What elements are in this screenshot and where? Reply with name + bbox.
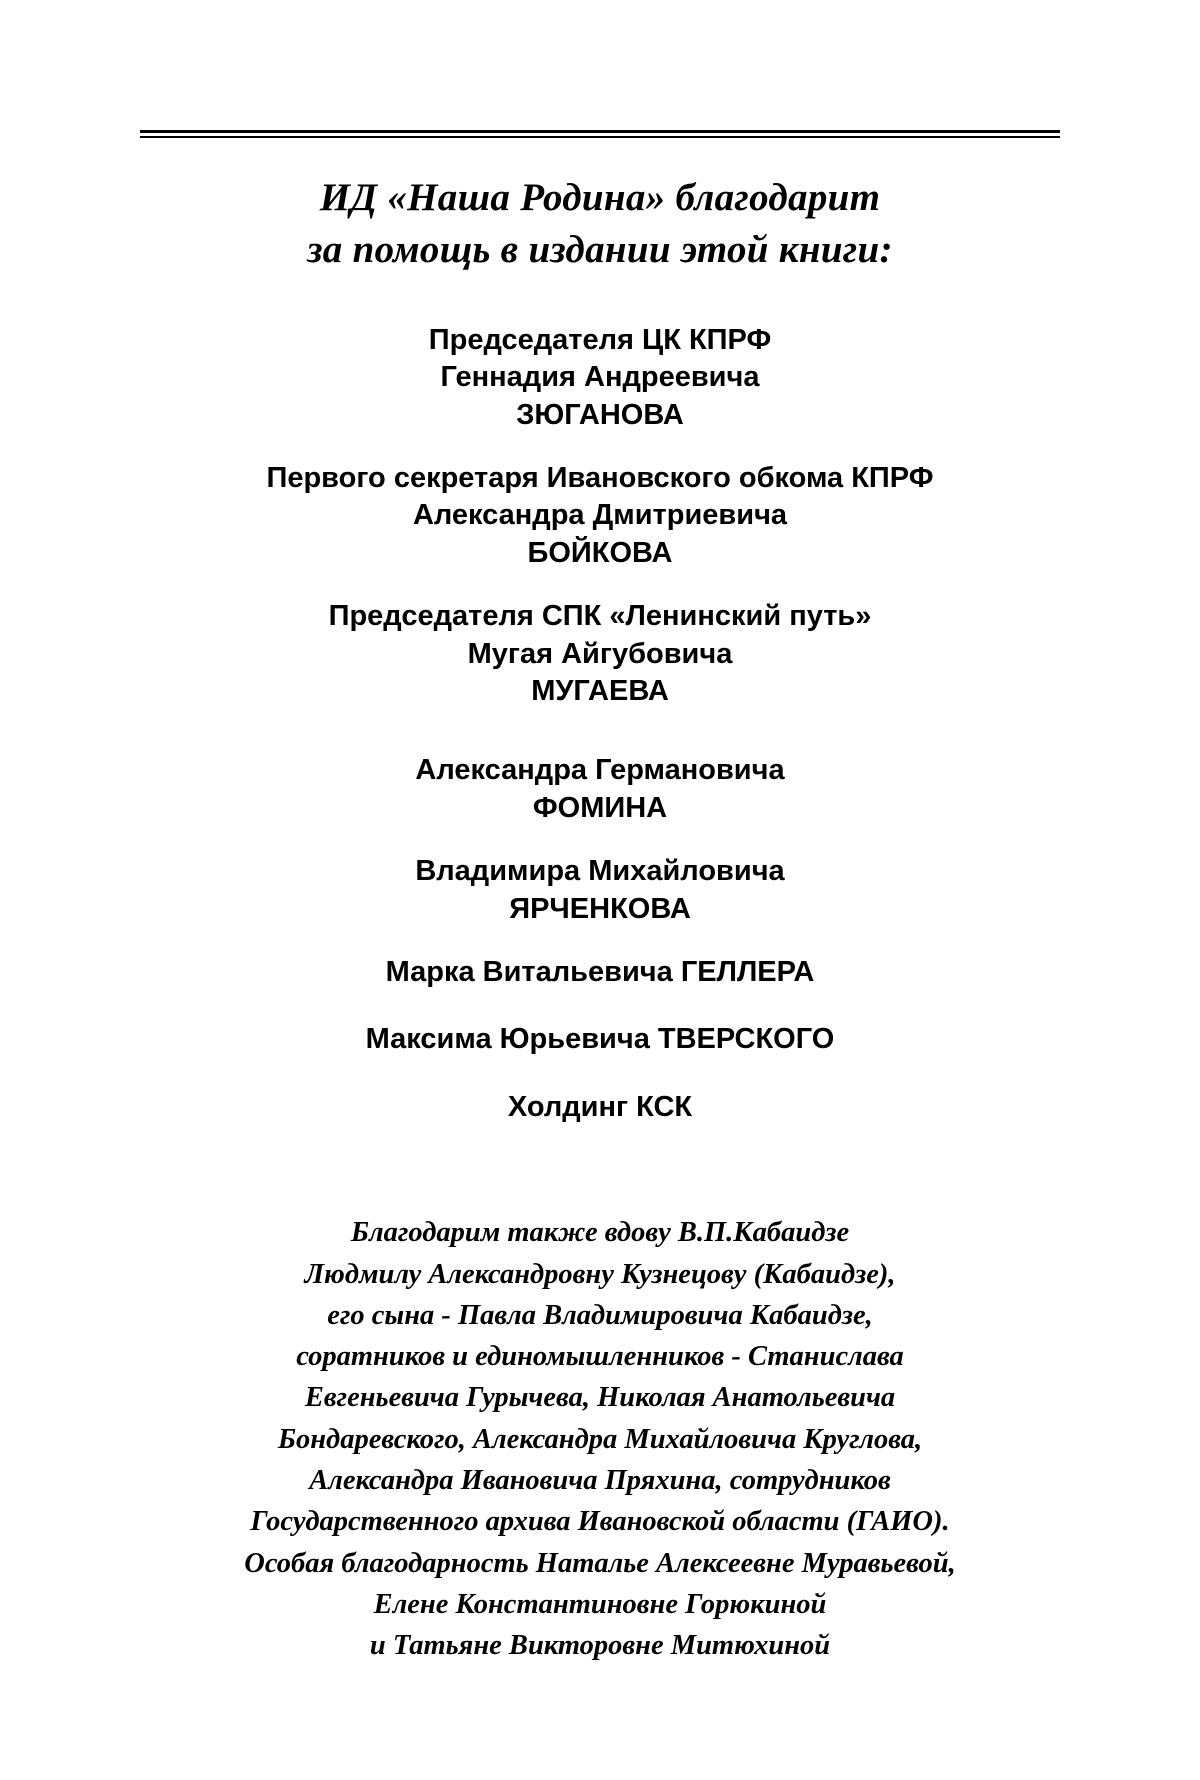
footer-line: и Татьяне Викторовне Митюхиной (369, 1630, 831, 1662)
acknowledgement-group-yarchenkov (140, 853, 1060, 928)
footer-line: Евгеньевича Гурычева, Николая Анатольевича (304, 1382, 896, 1414)
acknowledgement-line: Геннадия Андреевича (440, 361, 760, 394)
page-title-line-1: ИД «Наша Родина» благодарит (319, 176, 881, 219)
acknowledgement-line: Максима Юрьевича ТВЕРСКОГО (365, 1023, 835, 1056)
acknowledgement-line: Председателя ЦК КПРФ (428, 323, 772, 356)
acknowledgement-group-ksk (140, 1089, 1060, 1126)
footer-line: Бондаревского, Александра Михайловича Круглова, (277, 1423, 923, 1455)
acknowledgement-line: Александра Германовича (415, 754, 785, 787)
acknowledgement-group-zyuganov (140, 322, 1060, 434)
page-content (140, 130, 1060, 1667)
top-divider (140, 130, 1060, 138)
footer-line: Благодарим также вдову В.П.Кабаидзе (350, 1217, 850, 1249)
acknowledgement-group-geller (140, 954, 1060, 991)
acknowledgement-line: Марка Витальевича ГЕЛЛЕРА (385, 956, 815, 988)
acknowledgement-line: Владимира Михайловича (415, 855, 785, 888)
acknowledgement-line: Первого секретаря Ивановского обкома КПРФ (266, 461, 934, 494)
acknowledgement-group-mugaev (140, 598, 1060, 710)
acknowledgement-line: Холдинг КСК (507, 1090, 693, 1123)
acknowledgement-line: ЗЮГАНОВА (516, 398, 684, 431)
footer-acknowledgement (140, 1212, 1060, 1666)
acknowledgement-line: ЯРЧЕНКОВА (509, 892, 691, 925)
acknowledgement-line: МУГАЕВА (531, 674, 669, 707)
footer-line: Елене Константиновне Горюкиной (373, 1589, 827, 1621)
footer-line: Александра Ивановича Пряхина, сотрудников (309, 1465, 891, 1497)
acknowledgement-group-boykov (140, 460, 1060, 572)
footer-line: Государственного архива Ивановской области (ГАИО). (250, 1506, 950, 1538)
footer-line: его сына - Павла Владимировича Кабаидзе, (327, 1299, 873, 1331)
footer-line: Особая благодарность Наталье Алексеевне Муравьевой, (244, 1547, 956, 1579)
page-title (140, 172, 1060, 276)
acknowledgement-line: Председателя СПК «Ленинский путь» (328, 600, 872, 633)
acknowledgement-line: Мугая Айгубовича (467, 637, 733, 670)
acknowledgement-group-fomin (140, 752, 1060, 827)
acknowledgement-line: БОЙКОВА (527, 536, 673, 569)
footer-line: соратников и единомышленников - Станислава (296, 1341, 904, 1373)
acknowledgement-line: ФОМИНА (532, 791, 668, 824)
page-title-line-2: за помощь в издании этой книги: (307, 227, 893, 271)
acknowledgement-group-tverskoy (140, 1021, 1060, 1058)
acknowledgement-line: Александра Дмитриевича (412, 499, 788, 532)
footer-line: Людмилу Александровну Кузнецову (Кабаидзе), (304, 1258, 896, 1290)
